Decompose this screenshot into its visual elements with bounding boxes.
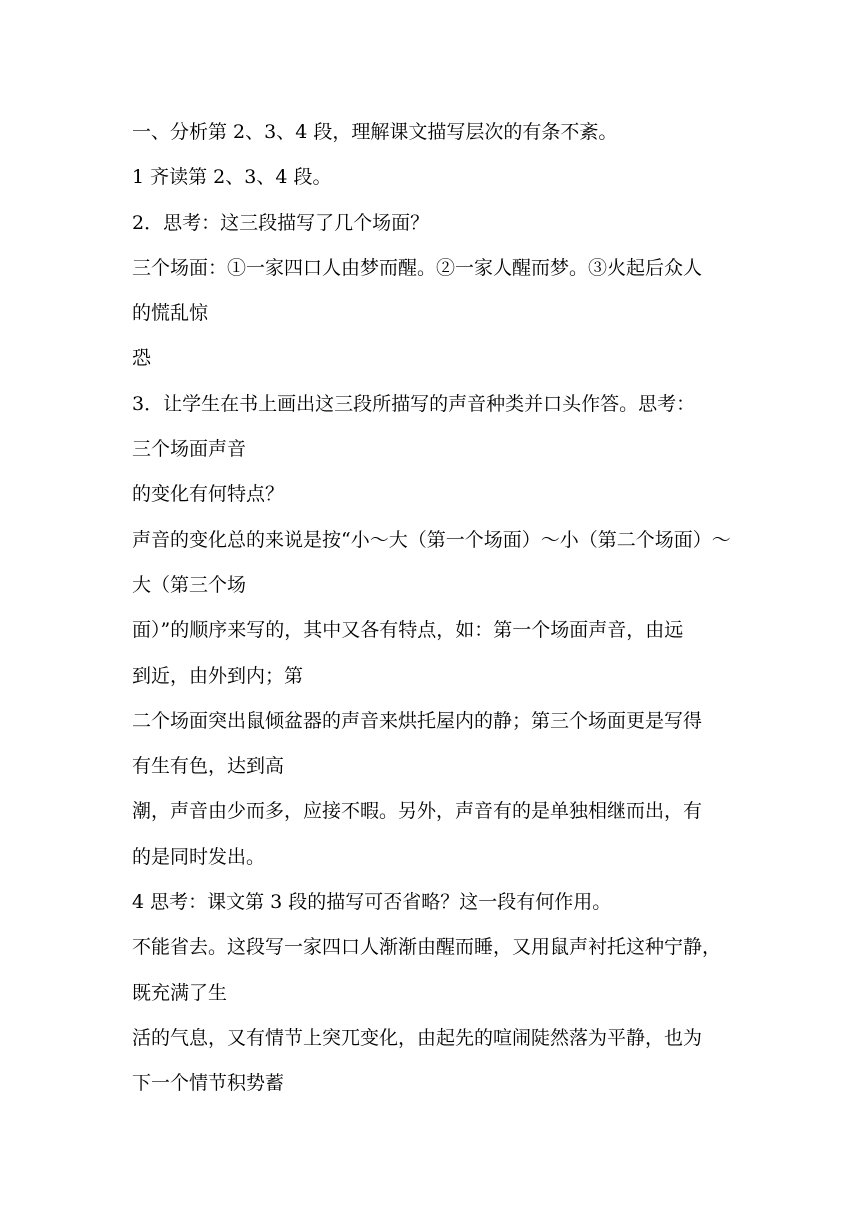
body-text [132,110,742,1107]
text-line-5: 的慌乱惊 [132,302,209,325]
text-line-7: 3．让学生在书上画出这三段所描写的声音种类并口头作答。思考： [132,392,696,415]
text-line-22: 下一个情节积势蓄 [132,1072,285,1095]
text-line-9: 的变化有何特点？ [132,483,285,506]
text-line-13: 到近，由外到内；第 [132,664,304,687]
text-line-19: 不能省去。这段写一家四口人渐渐由醒而睡，又用鼠声衬托这种宁静， [132,936,722,959]
text-line-10: 声音的变化总的来说是按“小～大（第一个场面）～小（第二个场面）～ [132,528,731,551]
text-line-6: 恐 [132,347,152,370]
text-line-16: 潮，声音由少而多，应接不暇。另外，声音有的是单独相继而出，有 [132,800,703,823]
text-line-20: 既充满了生 [132,981,228,1004]
text-line-21: 活的气息，又有情节上突兀变化，由起先的喧闹陡然落为平静，也为 [132,1026,703,1049]
text-line-14: 二个场面突出鼠倾盆器的声音来烘托屋内的静；第三个场面更是写得 [132,709,703,732]
text-line-1: 一、分析第 2、3、4 段，理解课文描写层次的有条不紊。 [132,121,618,143]
text-line-11: 大（第三个场 [132,573,247,596]
text-line-2: 1 齐读第 2、3、4 段。 [132,166,332,189]
text-line-3: 2．思考：这三段描写了几个场面？ [132,211,430,234]
text-line-18: 4 思考：课文第 3 段的描写可否省略？这一段有何作用。 [132,891,612,914]
text-line-15: 有生有色，达到高 [132,755,285,778]
text-line-4: 三个场面：①一家四口人由梦而醒。②一家人醒而梦。③火起后众人 [132,256,703,279]
text-line-12: 面）”的顺序来写的，其中又各有特点，如：第一个场面声音，由远 [132,619,684,642]
text-line-8: 三个场面声音 [132,438,247,461]
text-line-17: 的是同时发出。 [132,845,266,868]
